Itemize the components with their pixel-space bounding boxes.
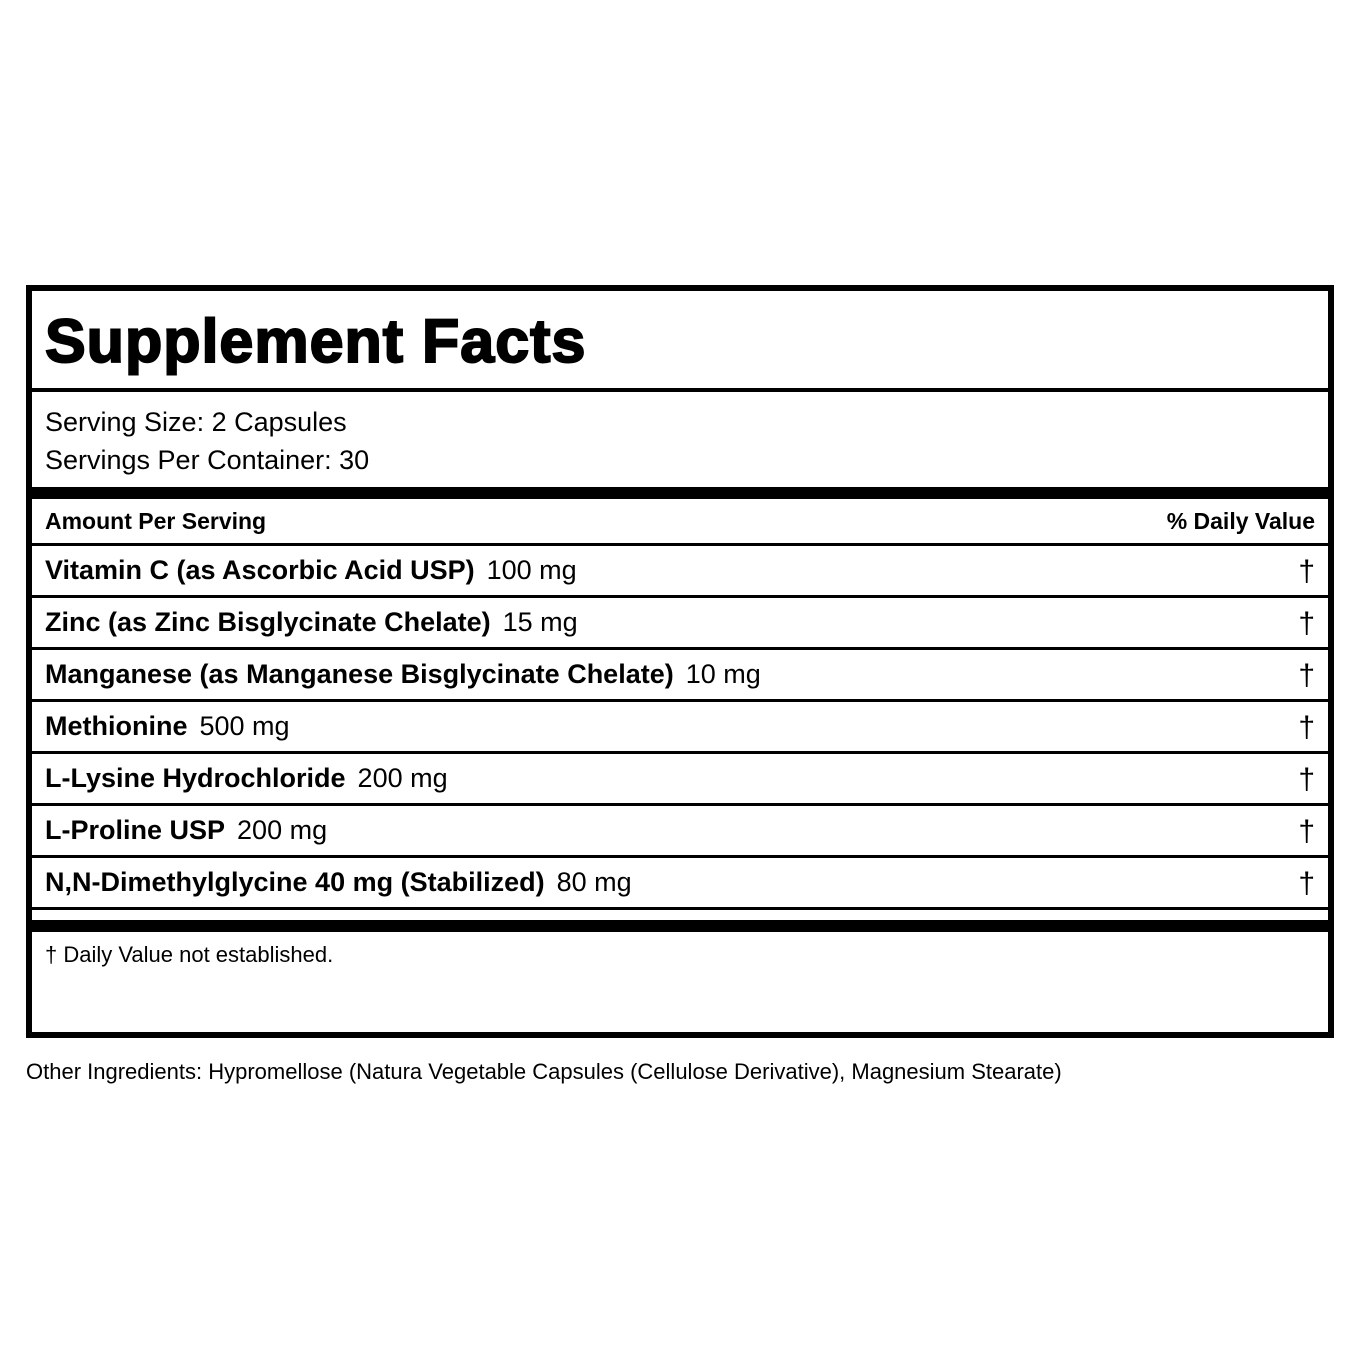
- nutrient-daily-value: †: [1298, 867, 1315, 900]
- nutrient-name: Zinc (as Zinc Bisglycinate Chelate): [45, 607, 491, 637]
- daily-value-footnote: † Daily Value not established.: [45, 942, 334, 967]
- nutrient-name: L-Lysine Hydrochloride: [45, 763, 346, 793]
- nutrient-row: [32, 754, 1328, 806]
- nutrient-amount: 100 mg: [486, 555, 577, 585]
- nutrient-daily-value: †: [1298, 607, 1315, 640]
- nutrient-name: Methionine: [45, 711, 188, 741]
- nutrient-amount: 500 mg: [199, 711, 290, 741]
- nutrient-daily-value: †: [1298, 555, 1315, 588]
- divider-thick: [32, 487, 1328, 499]
- nutrient-amount: 80 mg: [556, 867, 632, 897]
- divider-thick: [32, 920, 1328, 932]
- column-header-row: [32, 499, 1328, 546]
- nutrient-daily-value: †: [1298, 659, 1315, 692]
- nutrient-row: [32, 806, 1328, 858]
- nutrient-row: [32, 702, 1328, 754]
- daily-value-header: % Daily Value: [1166, 508, 1315, 534]
- supplement-facts-panel: [26, 285, 1334, 1038]
- nutrient-row: [32, 650, 1328, 702]
- nutrient-row: [32, 598, 1328, 650]
- nutrient-name: L-Proline USP: [45, 815, 226, 845]
- nutrient-row: [32, 546, 1328, 598]
- other-ingredients: Other Ingredients: Hypromellose (Natura Vegetable Capsules (Cellulose Derivative), Magnesium Stearate): [26, 1059, 1062, 1084]
- nutrient-row: [32, 858, 1328, 910]
- nutrient-amount: 15 mg: [502, 607, 578, 637]
- footnote-section: [32, 932, 1328, 1028]
- servings-per-container: Servings Per Container: 30: [45, 445, 370, 475]
- nutrient-daily-value: †: [1298, 711, 1315, 744]
- nutrient-amount: 200 mg: [237, 815, 328, 845]
- nutrient-amount: 10 mg: [685, 659, 761, 689]
- nutrient-name: Vitamin C (as Ascorbic Acid USP): [45, 555, 475, 585]
- nutrient-daily-value: †: [1298, 815, 1315, 848]
- nutrient-amount: 200 mg: [357, 763, 448, 793]
- panel-title: Supplement Facts: [45, 307, 587, 375]
- row-spacer: [32, 910, 1328, 920]
- nutrient-daily-value: †: [1298, 763, 1315, 796]
- serving-size: Serving Size: 2 Capsules: [45, 407, 347, 437]
- serving-info: [32, 392, 1328, 487]
- nutrient-name: N,N-Dimethylglycine 40 mg (Stabilized): [45, 867, 545, 897]
- amount-per-serving-header: Amount Per Serving: [45, 508, 267, 534]
- nutrient-name: Manganese (as Manganese Bisglycinate Chelate): [45, 659, 674, 689]
- title-section: [32, 291, 1328, 392]
